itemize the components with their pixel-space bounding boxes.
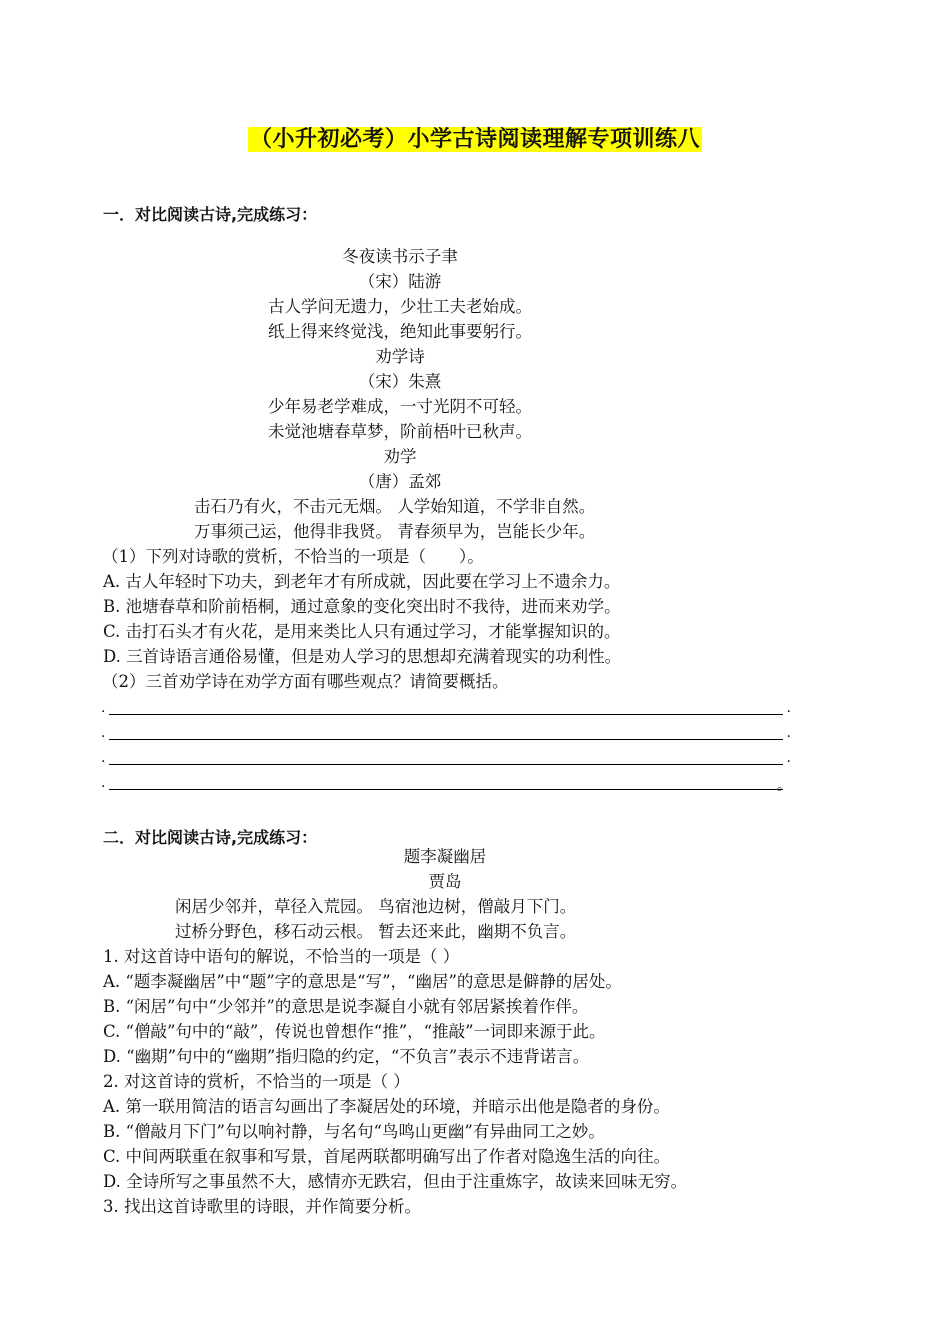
s2-q2-option: A. 第一联用简洁的语言勾画出了李凝居处的环境，并暗示出他是隐者的身份。 xyxy=(103,1097,670,1116)
answer-line[interactable] xyxy=(101,750,791,770)
poem2-line: 未觉池塘春草梦，阶前梧叶已秋声。 xyxy=(268,422,532,441)
s2-question-3: 3. 找出这首诗歌里的诗眼，并作简要分析。 xyxy=(103,1197,421,1216)
s1-q1-option: B. 池塘春草和阶前梧桐，通过意象的变化突出时不我待，进而来劝学。 xyxy=(103,597,621,616)
poem1-line: 古人学问无遗力，少壮工夫老始成。 xyxy=(268,297,532,316)
poem4-line: 闲居少邻并，草径入荒园。 鸟宿池边树，僧敲月下门。 xyxy=(175,897,577,916)
answer-line-start: . xyxy=(101,700,106,716)
answer-line-end: . xyxy=(786,700,791,716)
poem2-author: （宋）朱熹 xyxy=(358,372,442,391)
answer-rule xyxy=(109,764,783,765)
section2-heading: 二．对比阅读古诗,完成练习： xyxy=(103,828,318,847)
poem1-line: 纸上得来终觉浅，绝知此事要躬行。 xyxy=(268,322,532,341)
section1-heading: 一．对比阅读古诗,完成练习： xyxy=(103,205,318,224)
poem2-title: 劝学诗 xyxy=(375,347,425,366)
s2-question-1: 1. 对这首诗中语句的解说，不恰当的一项是（ ） xyxy=(103,947,460,966)
s1-question-2: （2）三首劝学诗在劝学方面有哪些观点？请简要概括。 xyxy=(102,672,509,691)
poem2-line: 少年易老学难成，一寸光阴不可轻。 xyxy=(268,397,532,416)
answer-line-start: . xyxy=(101,725,106,741)
poem4-line: 过桥分野色，移石动云根。 暂去还来此，幽期不负言。 xyxy=(175,922,577,941)
document-title xyxy=(0,122,950,153)
answer-line-end: 。 xyxy=(777,778,791,794)
s1-question-1: （1）下列对诗歌的赏析，不恰当的一项是（ ）。 xyxy=(102,547,484,566)
answer-line-end: . xyxy=(786,750,791,766)
s2-question-2: 2. 对这首诗的赏析，不恰当的一项是（ ） xyxy=(103,1072,410,1091)
answer-line-start: . xyxy=(101,750,106,766)
s2-q2-option: C. 中间两联重在叙事和写景，首尾两联都明确写出了作者对隐逸生活的向往。 xyxy=(103,1147,671,1166)
answer-line-end: . xyxy=(786,725,791,741)
poem4-title: 题李凝幽居 xyxy=(403,847,487,866)
s1-q1-option: A. 古人年轻时下功夫，到老年才有所成就，因此要在学习上不遗余力。 xyxy=(103,572,621,591)
s2-q1-option: A. “题李凝幽居”中“题”字的意思是“写”，“幽居”的意思是僻静的居处。 xyxy=(103,972,622,991)
s2-q1-option: B. “闲居”句中“少邻并”的意思是说李凝自小就有邻居紧挨着作伴。 xyxy=(103,997,589,1016)
poem3-line: 击石乃有火，不击元无烟。 人学始知道，不学非自然。 xyxy=(194,497,596,516)
answer-rule xyxy=(109,789,783,790)
answer-line[interactable] xyxy=(101,775,791,795)
poem1-author: （宋）陆游 xyxy=(358,272,442,291)
s2-q1-option: C. “僧敲”句中的“敲”，传说也曾想作“推”，“推敲”一词即来源于此。 xyxy=(103,1022,606,1041)
answer-rule xyxy=(109,739,783,740)
s2-q1-option: D. “幽期”句中的“幽期”指归隐的约定，“不负言”表示不违背诺言。 xyxy=(103,1047,590,1066)
answer-line-start: . xyxy=(101,775,106,791)
s1-q1-option: D. 三首诗语言通俗易懂，但是劝人学习的思想却充满着现实的功利性。 xyxy=(103,647,622,666)
poem3-title: 劝学 xyxy=(383,447,417,466)
answer-rule xyxy=(109,714,783,715)
answer-line[interactable] xyxy=(101,700,791,720)
poem4-author: 贾岛 xyxy=(428,872,462,891)
poem3-line: 万事须己运，他得非我贤。 青春须早为，岂能长少年。 xyxy=(194,522,596,541)
s2-q2-option: B. “僧敲月下门”句以响衬静，与名句“鸟鸣山更幽”有异曲同工之妙。 xyxy=(103,1122,605,1141)
poem1-title: 冬夜读书示子聿 xyxy=(342,247,458,266)
poem3-author: （唐）孟郊 xyxy=(358,472,442,491)
title-text: （小升初必考）小学古诗阅读理解专项训练八 xyxy=(249,127,700,152)
s2-q2-option: D. 全诗所写之事虽然不大，感情亦无跌宕，但由于注重炼字，故读来回味无穷。 xyxy=(103,1172,688,1191)
answer-line[interactable] xyxy=(101,725,791,745)
s1-q1-option: C. 击打石头才有火花，是用来类比人只有通过学习，才能掌握知识的。 xyxy=(103,622,621,641)
